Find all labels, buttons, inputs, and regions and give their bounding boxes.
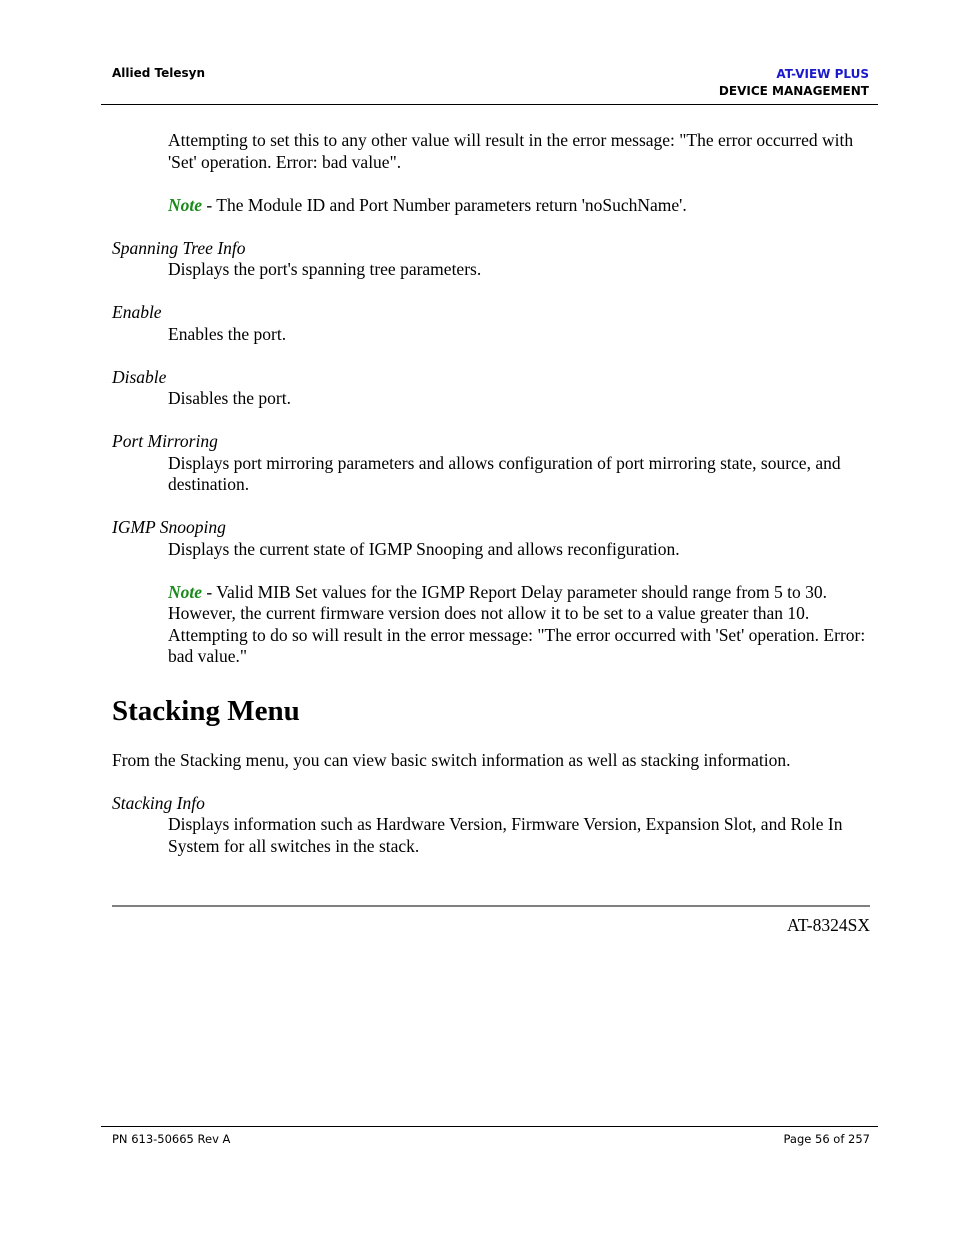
error-paragraph: Attempting to set this to any other value will result in the error message: "The error occurred with 'Set' operation. Error: bad value". [168,130,854,172]
term-port-mirroring: Port Mirroring [112,431,218,451]
section-heading: Stacking Menu [112,694,300,727]
header-product: AT-VIEW PLUS [776,67,869,81]
page-content [112,130,872,857]
header-section: DEVICE MANAGEMENT [718,84,869,98]
term-enable: Enable [112,302,162,322]
section-rule [112,905,870,907]
header-rule [101,104,878,105]
header-company: Allied Telesyn [112,66,206,80]
footer-page-number: Page 56 of 257 [783,1132,870,1146]
footer-part-number: PN 613-50665 Rev A [112,1132,231,1146]
note-1-label: Note [168,194,203,215]
footer-rule [101,1126,878,1127]
desc-disable: Disables the port. [168,388,291,408]
term-stacking-info: Stacking Info [112,792,205,813]
desc-spanning-tree-info: Displays the port's spanning tree parameters. [168,259,482,279]
header-right [719,66,869,100]
term-igmp-snooping: IGMP Snooping [112,517,226,537]
note-1-text: - The Module ID and Port Number parameters return 'noSuchName'. [202,194,687,215]
note-2-text: - Valid MIB Set values for the IGMP Report Delay parameter should range from 5 to 30. However, the current firmware version does not allow it to be set to a value greater than 10. Attempting to do so will result in the error message: "The error occurred with 'Set' operation. Error: bad value." [168,581,866,666]
note-2-label: Note [168,581,203,602]
note-1 [168,195,872,217]
note-2 [168,582,872,668]
desc-stacking-info: Displays information such as Hardware Version, Firmware Version, Expansion Slot, and Role In System for all switches in the stack. [168,814,843,856]
desc-igmp-snooping: Displays the current state of IGMP Snooping and allows reconfiguration. [168,538,680,559]
section-footer: AT-8324SX [787,915,870,935]
stacking-intro: From the Stacking menu, you can view basic switch information as well as stacking information. [112,749,791,770]
term-disable: Disable [112,366,167,387]
desc-enable: Enables the port. [168,323,287,344]
term-spanning-tree-info: Spanning Tree Info [112,237,246,258]
desc-port-mirroring: Displays port mirroring parameters and allows configuration of port mirroring state, source, and destination. [168,452,841,494]
